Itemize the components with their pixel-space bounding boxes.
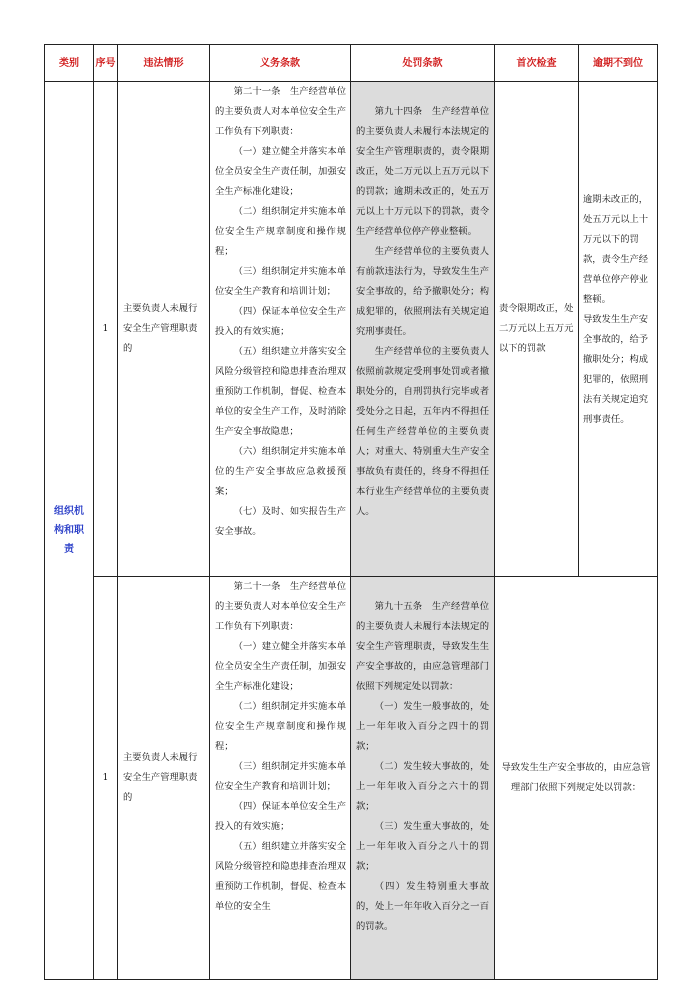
overdue-cell bbox=[579, 82, 658, 577]
overdue-paragraph: 导致发生生产安全事故的，给予撤职处分；构成犯罪的，依照刑法有关规定追究刑事责任。 bbox=[583, 314, 649, 425]
penalty-paragraph: （一）发生一般事故的，处上一年年收入百分之四十的罚款； bbox=[356, 701, 489, 752]
penalty-paragraph: 生产经营单位的主要负责人依照前款规定受刑事处罚或者撤职处分的，自刑罚执行完毕或者受处分之日起，五年内不得担任任何生产经营单位的主要负责人；对重大、特别重大生产安全事故负有责任的，终身不得担任本行业生产经营单位的主要负责人。 bbox=[356, 346, 489, 517]
duty-paragraph: （一）建立健全并落实本单位全员安全生产责任制，加强安全生产标准化建设； bbox=[215, 641, 346, 692]
violation-cell: 主要负责人未履行安全生产管理职责的 bbox=[118, 82, 210, 577]
table-row bbox=[45, 82, 658, 577]
header-penalty: 处罚条款 bbox=[351, 45, 495, 82]
duty-paragraph: （三）组织制定并实施本单位安全生产教育和培训计划； bbox=[215, 761, 346, 792]
duty-paragraph: （七）及时、如实报告生产安全事故。 bbox=[215, 506, 346, 537]
duty-paragraph: （三）组织制定并实施本单位安全生产教育和培训计划； bbox=[215, 266, 346, 297]
penalty-paragraph: （三）发生重大事故的，处上一年年收入百分之八十的罚款； bbox=[356, 821, 489, 872]
penalty-cell bbox=[351, 577, 495, 980]
header-category: 类别 bbox=[45, 45, 94, 82]
duty-cell bbox=[210, 82, 351, 577]
penalty-paragraph: 第九十四条 生产经营单位的主要负责人未履行本法规定的安全生产管理职责的，责令限期改正，处二万元以上五万元以下的罚款；逾期未改正的，处五万元以上十万元以下的罚款，责令生产经营单位停产停业整顿。 bbox=[356, 106, 489, 237]
merged-note-cell: 导致发生生产安全事故的，由应急管理部门依照下列规定处以罚款： bbox=[495, 577, 658, 980]
header-violation: 违法情形 bbox=[118, 45, 210, 82]
seq-cell: 1 bbox=[94, 82, 118, 577]
violation-cell: 主要负责人未履行安全生产管理职责的 bbox=[118, 577, 210, 980]
duty-paragraph: 第二十一条 生产经营单位的主要负责人对本单位安全生产工作负有下列职责： bbox=[215, 581, 346, 632]
header-first-check: 首次检查 bbox=[495, 45, 579, 82]
penalty-paragraph: 第九十五条 生产经营单位的主要负责人未履行本法规定的安全生产管理职责，导致发生生产安全事故的，由应急管理部门依照下列规定处以罚款： bbox=[356, 601, 489, 692]
duty-paragraph: （二）组织制定并实施本单位安全生产规章制度和操作规程； bbox=[215, 206, 346, 257]
duty-paragraph: （四）保证本单位安全生产投入的有效实施； bbox=[215, 306, 346, 337]
header-row bbox=[45, 45, 658, 82]
duty-paragraph: （一）建立健全并落实本单位全员安全生产责任制，加强安全生产标准化建设； bbox=[215, 146, 346, 197]
header-duty: 义务条款 bbox=[210, 45, 351, 82]
duty-paragraph: 第二十一条 生产经营单位的主要负责人对本单位安全生产工作负有下列职责： bbox=[215, 86, 346, 137]
duty-paragraph: （四）保证本单位安全生产投入的有效实施； bbox=[215, 801, 346, 832]
header-overdue: 逾期不到位 bbox=[579, 45, 658, 82]
regulation-table bbox=[44, 44, 658, 980]
duty-cell bbox=[210, 577, 351, 980]
category-cell: 组织机构和职责 bbox=[45, 82, 94, 980]
penalty-paragraph: （二）发生较大事故的，处上一年年收入百分之六十的罚款； bbox=[356, 761, 489, 812]
duty-paragraph: （五）组织建立并落实安全风险分级管控和隐患排查治理双重预防工作机制，督促、检查本单位的安全生产工作，及时消除生产安全事故隐患； bbox=[215, 346, 346, 437]
penalty-cell bbox=[351, 82, 495, 577]
penalty-paragraph: （四）发生特别重大事故的，处上一年年收入百分之一百的罚款。 bbox=[356, 881, 489, 932]
first-check-cell: 责令限期改正，处二万元以上五万元以下的罚款 bbox=[495, 82, 579, 577]
seq-cell: 1 bbox=[94, 577, 118, 980]
header-seq: 序号 bbox=[94, 45, 118, 82]
duty-paragraph: （六）组织制定并实施本单位的生产安全事故应急救援预案； bbox=[215, 446, 346, 497]
overdue-paragraph: 逾期未改正的，处五万元以上十万元以下的罚款，责令生产经营单位停产停业整顿。 bbox=[583, 194, 649, 305]
duty-paragraph: （五）组织建立并落实安全风险分级管控和隐患排查治理双重预防工作机制，督促、检查本单位的安全生 bbox=[215, 841, 346, 912]
duty-paragraph: （二）组织制定并实施本单位安全生产规章制度和操作规程； bbox=[215, 701, 346, 752]
table-row bbox=[45, 577, 658, 980]
penalty-paragraph: 生产经营单位的主要负责人有前款违法行为，导致发生生产安全事故的，给予撤职处分；构成犯罪的，依照刑法有关规定追究刑事责任。 bbox=[356, 246, 489, 337]
